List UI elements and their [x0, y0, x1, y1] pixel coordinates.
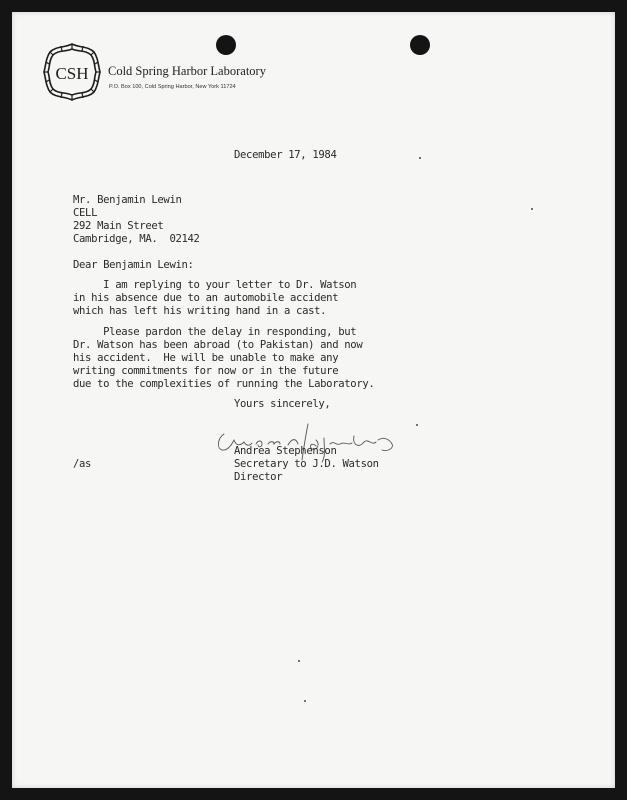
letter-date: December 17, 1984: [234, 149, 337, 161]
paper-mark: [419, 157, 421, 159]
punch-hole-right: [410, 35, 430, 55]
paper-mark: [531, 208, 533, 210]
recipient-organization: CELL: [73, 207, 98, 219]
paragraph-line: his accident. He will be unable to make any: [73, 352, 339, 364]
signer-title: Secretary to J.D. Watson: [234, 458, 379, 470]
letter-page: [12, 12, 615, 788]
paragraph-line: due to the complexities of running the Laboratory.: [73, 378, 375, 390]
closing: Yours sincerely,: [234, 398, 331, 410]
paragraph-line: I am replying to your letter to Dr. Watson: [73, 279, 357, 291]
paragraph-line: Dr. Watson has been abroad (to Pakistan) and now: [73, 339, 363, 351]
recipient-street: 292 Main Street: [73, 220, 164, 232]
paper-mark: [298, 660, 300, 662]
lab-address: P.O. Box 100, Cold Spring Harbor, New York 11724: [109, 84, 236, 90]
recipient-city: Cambridge, MA. 02142: [73, 233, 200, 245]
paragraph-line: Please pardon the delay in responding, but: [73, 326, 357, 338]
paper-mark: [416, 424, 418, 426]
paragraph-line: in his absence due to an automobile accident: [73, 292, 339, 304]
salutation: Dear Benjamin Lewin:: [73, 259, 194, 271]
recipient-name: Mr. Benjamin Lewin: [73, 194, 182, 206]
paragraph-line: which has left his writing hand in a cast.: [73, 305, 327, 317]
typist-initials: /as: [73, 458, 92, 470]
paragraph-line: writing commitments for now or in the future: [73, 365, 339, 377]
signer-name: Andrea Stephenson: [234, 445, 337, 457]
lab-name: Cold Spring Harbor Laboratory: [108, 64, 266, 78]
paper-mark: [304, 700, 306, 702]
logo-text: CSH: [55, 64, 89, 83]
csh-logo: [40, 40, 104, 104]
signer-role: Director: [234, 471, 283, 483]
punch-hole-left: [216, 35, 236, 55]
